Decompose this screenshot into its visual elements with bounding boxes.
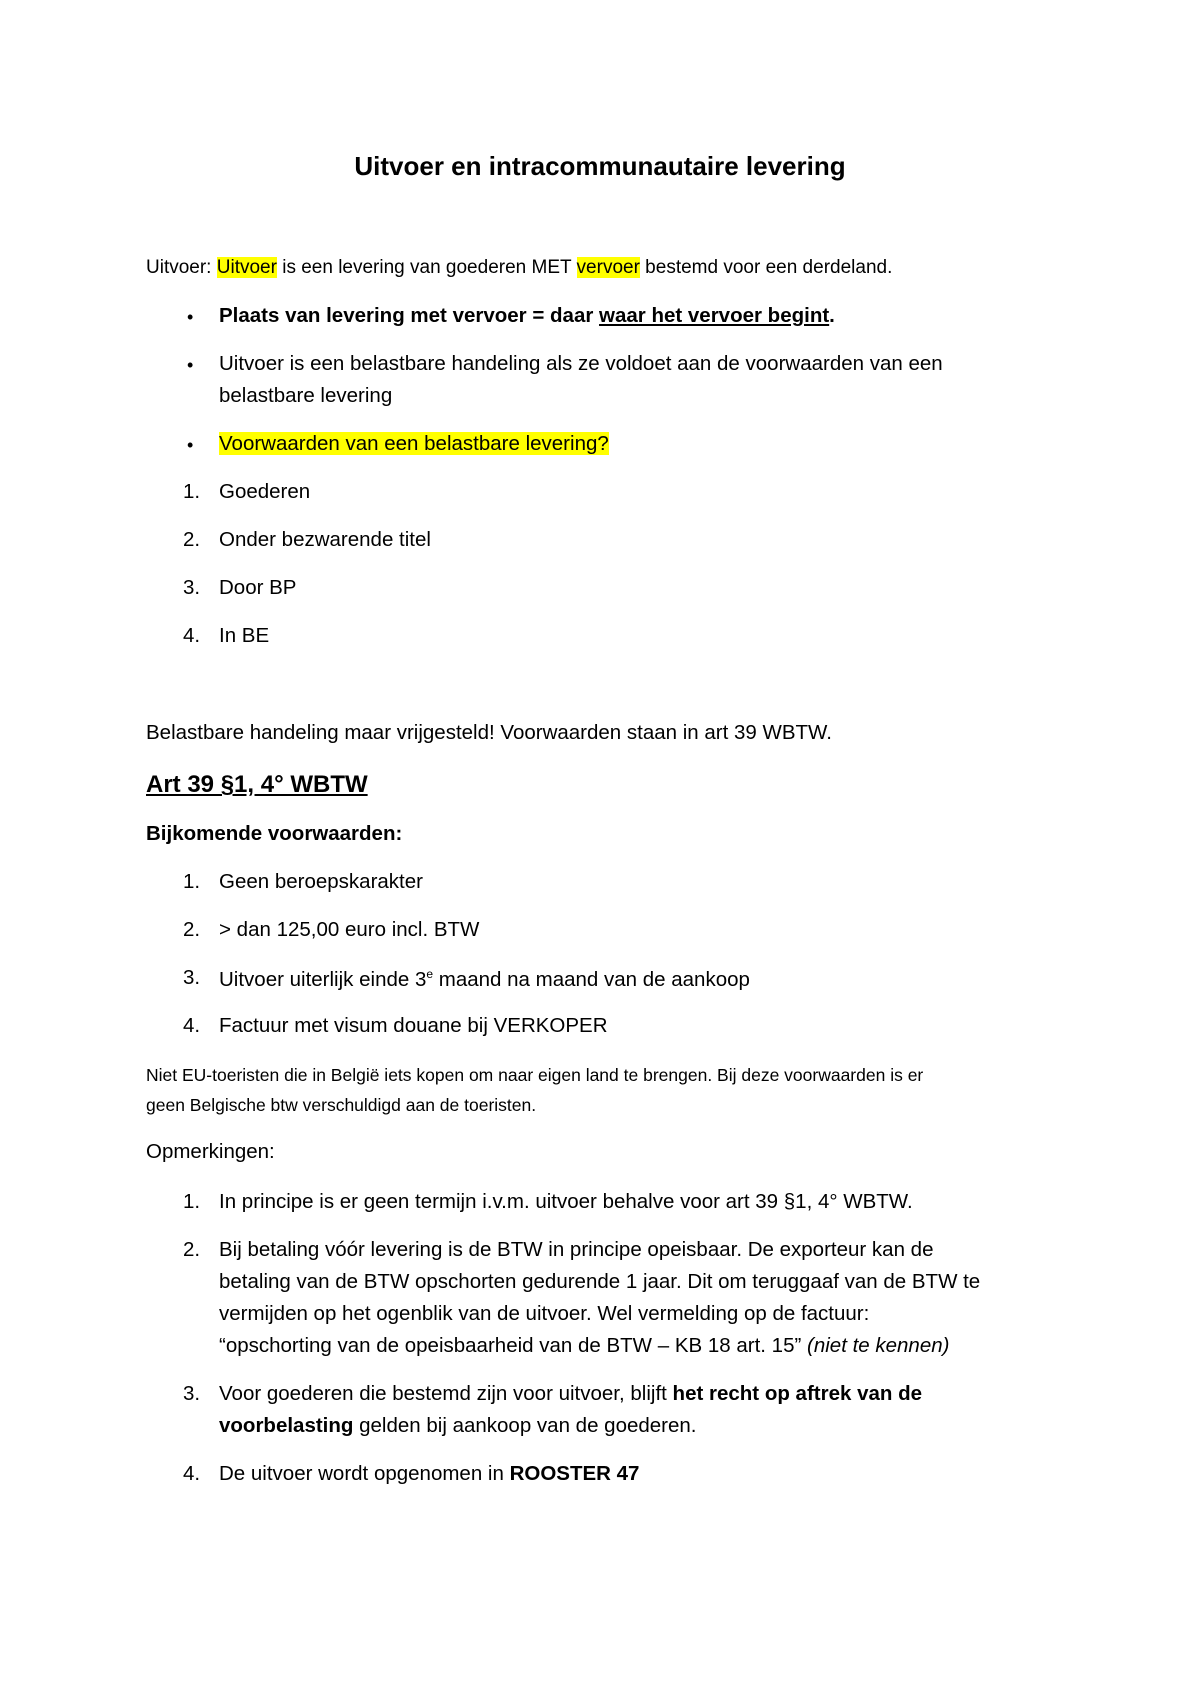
bullet-plaats-end: . bbox=[829, 304, 835, 327]
bullet-icon: • bbox=[187, 435, 194, 455]
list-item: Onder bezwarende titel bbox=[219, 528, 431, 551]
list-item-text: gelden bij aankoop van de goederen. bbox=[353, 1414, 697, 1437]
list-item-text: Voor goederen die bestemd zijn voor uitvoer, blijft bbox=[219, 1382, 673, 1405]
bullet-plaats-bold: Plaats van levering met vervoer = daar bbox=[219, 304, 600, 327]
list-item: Goederen bbox=[219, 480, 311, 503]
list-number: 2. bbox=[183, 528, 201, 551]
list-item-line bbox=[219, 1416, 697, 1437]
list-item: In BE bbox=[219, 624, 270, 647]
list-item-text: Uitvoer uiterlijk einde 3 bbox=[219, 967, 427, 991]
list-number: 4. bbox=[183, 1462, 201, 1485]
bullet-plaats-underline: waar het vervoer begint bbox=[599, 304, 830, 327]
subheading-bijkomende: Bijkomende voorwaarden: bbox=[146, 822, 403, 845]
note-line: Niet EU-toeristen die in België iets kopen om naar eigen land te brengen. Bij deze voorwaarden is er bbox=[146, 1065, 924, 1085]
bullet-item-voorwaarden bbox=[219, 434, 609, 455]
list-number: 4. bbox=[183, 1014, 201, 1037]
bullet-item-belastbaar-line1: Uitvoer is een belastbare handeling als ze voldoet aan de voorwaarden van een bbox=[219, 352, 943, 375]
list-item-line: betaling van de BTW opschorten gedurende 1 jaar. Dit om teruggaaf van de BTW te bbox=[219, 1270, 981, 1293]
bold-text: het recht op aftrek van de bbox=[672, 1382, 923, 1405]
list-number: 3. bbox=[183, 1382, 201, 1405]
bullet-icon: • bbox=[187, 355, 194, 375]
list-item bbox=[219, 1464, 639, 1485]
list-number: 2. bbox=[183, 1238, 201, 1261]
bold-text: voorbelasting bbox=[219, 1414, 354, 1437]
list-number: 3. bbox=[183, 966, 201, 989]
highlight-uitvoer: Uitvoer bbox=[216, 257, 277, 278]
list-item: Geen beroepskarakter bbox=[219, 870, 423, 893]
list-number: 3. bbox=[183, 576, 201, 599]
italic-note: (niet te kennen) bbox=[801, 1334, 950, 1357]
list-number: 2. bbox=[183, 918, 201, 941]
list-item: Factuur met visum douane bij VERKOPER bbox=[219, 1014, 608, 1037]
intro-end: bestemd voor een derdeland. bbox=[639, 257, 893, 278]
subheading-opmerkingen: Opmerkingen: bbox=[146, 1140, 275, 1163]
list-number: 1. bbox=[183, 1190, 201, 1213]
list-item-line bbox=[219, 1336, 949, 1357]
bullet-item-belastbaar-line2: belastbare levering bbox=[219, 384, 393, 407]
intro-middle: is een levering van goederen MET bbox=[276, 257, 577, 278]
highlight-vervoer: vervoer bbox=[576, 257, 640, 278]
list-item: Door BP bbox=[219, 576, 297, 599]
paragraph-vrijgesteld: Belastbare handeling maar vrijgesteld! Voorwaarden staan in art 39 WBTW. bbox=[146, 721, 832, 744]
section-heading: Art 39 §1, 4° WBTW bbox=[146, 771, 368, 798]
list-item: In principe is er geen termijn i.v.m. uitvoer behalve voor art 39 §1, 4° WBTW. bbox=[219, 1190, 913, 1213]
list-number: 1. bbox=[183, 480, 201, 503]
highlight-voorwaarden: Voorwaarden van een belastbare levering? bbox=[219, 432, 609, 455]
bold-text: ROOSTER 47 bbox=[509, 1462, 640, 1485]
list-item-line: Bij betaling vóór levering is de BTW in principe opeisbaar. De exporteur kan de bbox=[219, 1238, 934, 1261]
list-number: 4. bbox=[183, 624, 201, 647]
list-item-line bbox=[219, 1384, 922, 1405]
list-number: 1. bbox=[183, 870, 201, 893]
intro-paragraph bbox=[146, 258, 892, 277]
list-item-line: vermijden op het ogenblik van de uitvoer. Wel vermelding op de factuur: bbox=[219, 1302, 870, 1325]
bullet-item-plaats bbox=[219, 306, 835, 327]
list-item-text: De uitvoer wordt opgenomen in bbox=[219, 1462, 510, 1485]
page-title: Uitvoer en intracommunautaire levering bbox=[354, 151, 846, 181]
list-item-text: maand na maand van de aankoop bbox=[433, 967, 750, 991]
list-item bbox=[219, 968, 750, 990]
bullet-icon: • bbox=[187, 307, 194, 327]
superscript: e bbox=[426, 967, 434, 981]
quote-text: “opschorting van de opeisbaarheid van de BTW – KB 18 art. 15” bbox=[219, 1334, 802, 1357]
intro-label: Uitvoer: bbox=[146, 257, 212, 278]
list-item: > dan 125,00 euro incl. BTW bbox=[219, 918, 480, 941]
note-line: geen Belgische btw verschuldigd aan de toeristen. bbox=[146, 1095, 537, 1115]
